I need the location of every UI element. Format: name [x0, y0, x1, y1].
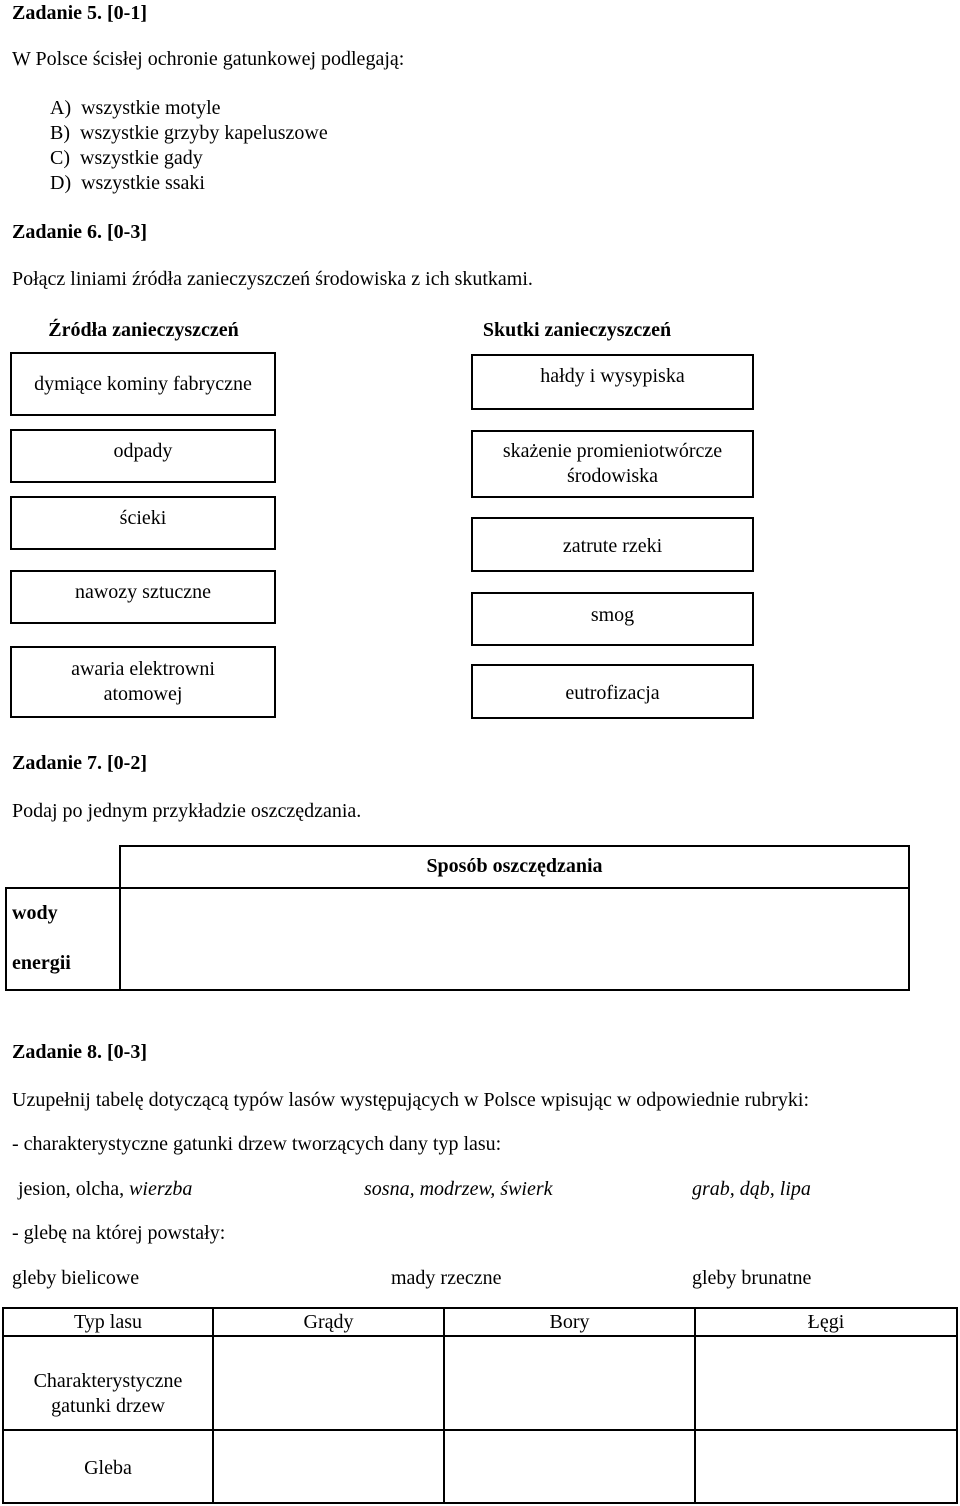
trees-group-1 [18, 1178, 192, 1201]
saving-column-header: Sposób oszczędzania [426, 855, 603, 877]
effect-label-2: skażenie promieniotwórcze środowiska [502, 440, 723, 487]
sources-header: Źródła zanieczyszczeń [48, 319, 239, 341]
forest-header-grady: Grądy [303, 1311, 354, 1333]
task8-instruction: Uzupełnij tabelę dotyczącą typów lasów występujących w Polsce wpisując w odpowiednie rubryki: [12, 1089, 810, 1111]
trees-group-2: sosna, modrzew, świerk [364, 1178, 553, 1200]
effect-box-2[interactable] [471, 430, 754, 498]
source-label-1: dymiące kominy fabryczne [34, 372, 252, 395]
task5-option-c[interactable]: C) wszystkie gady [50, 147, 203, 169]
answer-cell-bory-soil[interactable] [445, 1431, 694, 1502]
soil-3: gleby brunatne [692, 1267, 812, 1289]
source-label-5: awaria elektrowni atomowej [71, 658, 215, 705]
task5-option-b[interactable]: B) wszystkie grzyby kapeluszowe [50, 122, 328, 144]
effect-box-4[interactable] [471, 592, 754, 646]
task5-option-d[interactable]: D) wszystkie ssaki [50, 172, 205, 194]
forest-table-right-border [956, 1307, 958, 1504]
forest-row-label-soil: Gleba [84, 1457, 132, 1479]
task5-question: W Polsce ścisłej ochronie gatunkowej podlegają: [12, 48, 405, 70]
effect-box-1[interactable] [471, 354, 754, 410]
answer-cell-grady-soil[interactable] [214, 1431, 443, 1502]
forest-table-bottom-border [2, 1502, 958, 1504]
task7-instruction: Podaj po jednym przykładzie oszczędzania. [12, 800, 362, 822]
task8-title: Zadanie 8. [0-3] [12, 1041, 147, 1063]
effects-header: Skutki zanieczyszczeń [482, 319, 672, 341]
trees-group-1-plain: jesion, olcha, [18, 1178, 130, 1200]
answer-cell-legi-soil[interactable] [696, 1431, 956, 1502]
source-label-2: odpady [113, 439, 173, 462]
trees-label: - charakterystyczne gatunki drzew tworzących dany typ lasu: [12, 1133, 502, 1155]
forest-header-legi: Łęgi [807, 1311, 845, 1333]
effect-label-3: zatrute rzeki [562, 535, 663, 557]
source-label-3: ścieki [119, 506, 167, 529]
answer-cell-legi-trees[interactable] [696, 1337, 956, 1429]
source-box-5[interactable] [10, 646, 276, 718]
trees-group-3: grab, dąb, lipa [692, 1178, 811, 1200]
saving-table-right-border [908, 845, 910, 991]
effect-label-1: hałdy i wysypiska [540, 364, 685, 387]
source-box-3[interactable] [10, 496, 276, 550]
forest-header-type: Typ lasu [73, 1311, 143, 1333]
effect-label-4: smog [590, 603, 635, 626]
source-label-4: nawozy sztuczne [74, 580, 212, 603]
saving-table-left-border [5, 887, 7, 991]
soil-2: mady rzeczne [391, 1267, 502, 1289]
source-box-4[interactable] [10, 570, 276, 624]
task7-title: Zadanie 7. [0-2] [12, 752, 147, 774]
source-box-2[interactable] [10, 429, 276, 483]
source-box-1[interactable] [10, 352, 276, 416]
answer-cell-grady-trees[interactable] [214, 1337, 443, 1429]
forest-row-label-trees: Charakterystyczne gatunki drzew [33, 1370, 183, 1417]
effect-label-5: eutrofizacja [565, 682, 660, 704]
saving-table-bottom-border [5, 989, 910, 991]
saving-row-label-water: wody [12, 902, 58, 924]
task5-option-a[interactable]: A) wszystkie motyle [50, 97, 221, 119]
forest-table-top-border [2, 1307, 958, 1309]
forest-header-bory: Bory [549, 1311, 590, 1333]
soil-label: - glebę na której powstały: [12, 1222, 226, 1244]
saving-answer-cell[interactable] [121, 889, 908, 989]
saving-row-label-energy: energii [12, 952, 71, 974]
trees-group-1-italic: wierzba [129, 1178, 193, 1200]
effect-box-3[interactable] [471, 517, 754, 572]
answer-cell-bory-trees[interactable] [445, 1337, 694, 1429]
task6-instruction: Połącz liniami źródła zanieczyszczeń środowiska z ich skutkami. [12, 268, 533, 290]
task6-title: Zadanie 6. [0-3] [12, 221, 147, 243]
effect-box-5[interactable] [471, 664, 754, 719]
saving-table-top-border [119, 845, 910, 847]
task5-title: Zadanie 5. [0-1] [12, 2, 147, 24]
soil-1: gleby bielicowe [12, 1267, 140, 1289]
